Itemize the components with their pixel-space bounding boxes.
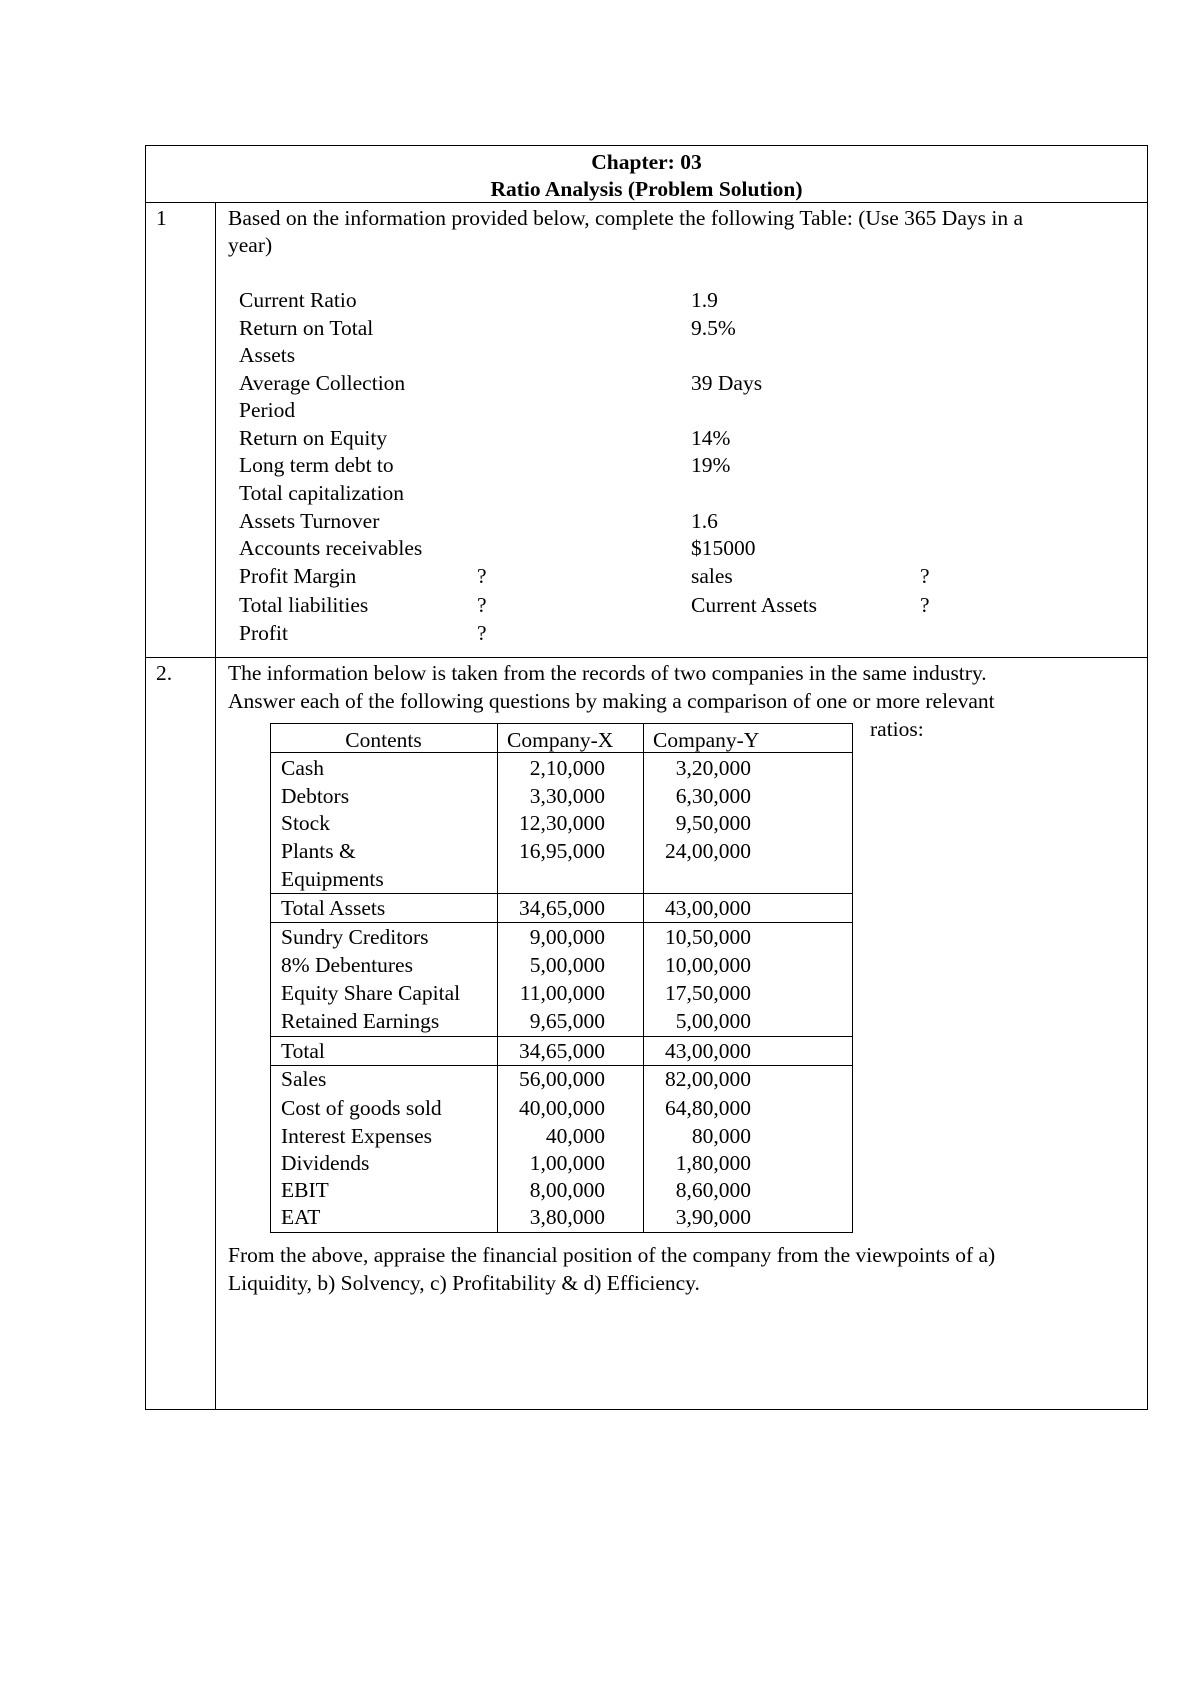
unknown-mark: ? bbox=[477, 593, 487, 617]
row-label: Equity Share Capital bbox=[281, 981, 461, 1005]
table-row-divider bbox=[270, 1036, 853, 1037]
row-value-x: 34,65,000 bbox=[519, 1039, 605, 1063]
row-value-x: 3,30,000 bbox=[529, 784, 605, 808]
row-label: Sundry Creditors bbox=[281, 925, 429, 949]
item-value: 1.6 bbox=[691, 509, 718, 533]
question-2-number: 2. bbox=[156, 661, 173, 685]
row-value-x: 2,10,000 bbox=[529, 756, 605, 780]
row-value-y: 5,00,000 bbox=[675, 1009, 751, 1033]
row-value-y: 10,00,000 bbox=[665, 953, 751, 977]
row-value-x: 9,00,000 bbox=[529, 925, 605, 949]
question-2-intro-end: ratios: bbox=[870, 717, 924, 741]
row-label: Cost of goods sold bbox=[281, 1096, 442, 1120]
question-divider bbox=[145, 657, 1148, 658]
item-value: 19% bbox=[691, 453, 731, 477]
row-value-x: 16,95,000 bbox=[519, 839, 605, 863]
table-row-divider bbox=[270, 893, 853, 894]
row-value-y: 43,00,000 bbox=[665, 896, 751, 920]
row-value-x: 3,80,000 bbox=[529, 1205, 605, 1229]
row-value-y: 9,50,000 bbox=[675, 811, 751, 835]
unknown-label: Current Assets bbox=[691, 593, 818, 617]
row-value-x: 11,00,000 bbox=[519, 981, 605, 1005]
question-1-number: 1 bbox=[156, 206, 167, 230]
item-value: 9.5% bbox=[691, 316, 736, 340]
question-2-intro: The information below is taken from the records of two companies in the same industry. bbox=[228, 661, 987, 685]
table-row-divider bbox=[270, 922, 853, 923]
row-label: Interest Expenses bbox=[281, 1124, 433, 1148]
table-header-contents: Contents bbox=[345, 728, 422, 752]
question-2-closing-cont: Liquidity, b) Solvency, c) Profitability & d) Efficiency. bbox=[228, 1271, 700, 1295]
row-label: 8% Debentures bbox=[281, 953, 413, 977]
item-label: Current Ratio bbox=[239, 288, 357, 312]
row-value-y: 43,00,000 bbox=[665, 1039, 751, 1063]
item-label: Assets Turnover bbox=[239, 509, 380, 533]
row-value-y: 82,00,000 bbox=[665, 1067, 751, 1091]
item-label: Return on Equity bbox=[239, 426, 388, 450]
item-label-cont: Period bbox=[239, 398, 296, 422]
chapter-subtitle: Ratio Analysis (Problem Solution) bbox=[490, 177, 803, 201]
row-value-x: 5,00,000 bbox=[529, 953, 605, 977]
row-label: Total bbox=[281, 1039, 325, 1063]
item-label: Return on Total bbox=[239, 316, 374, 340]
row-value-x: 40,000 bbox=[545, 1124, 605, 1148]
item-label-cont: Total capitalization bbox=[239, 481, 405, 505]
unknown-label: sales bbox=[691, 564, 733, 588]
row-label: Dividends bbox=[281, 1151, 370, 1175]
row-value-x: 8,00,000 bbox=[529, 1178, 605, 1202]
item-value: 1.9 bbox=[691, 288, 718, 312]
row-value-y: 3,20,000 bbox=[675, 756, 751, 780]
item-label: Average Collection bbox=[239, 371, 406, 395]
row-value-y: 17,50,000 bbox=[665, 981, 751, 1005]
number-column-divider bbox=[215, 202, 216, 1410]
row-label: EAT bbox=[281, 1205, 321, 1229]
unknown-mark: ? bbox=[477, 621, 487, 645]
row-label: EBIT bbox=[281, 1178, 329, 1202]
row-label: Sales bbox=[281, 1067, 327, 1091]
item-label: Long term debt to bbox=[239, 453, 394, 477]
row-value-x: 34,65,000 bbox=[519, 896, 605, 920]
table-header-company-x: Company-X bbox=[507, 728, 614, 752]
row-value-y: 64,80,000 bbox=[665, 1096, 751, 1120]
unknown-label: Profit Margin bbox=[239, 564, 357, 588]
row-value-y: 8,60,000 bbox=[675, 1178, 751, 1202]
item-value: 39 Days bbox=[691, 371, 763, 395]
row-value-y: 6,30,000 bbox=[675, 784, 751, 808]
item-value: 14% bbox=[691, 426, 731, 450]
chapter-heading: Chapter: 03 bbox=[591, 150, 702, 174]
question-1-intro: Based on the information provided below, complete the following Table: (Use 365 Days in a bbox=[228, 206, 1024, 230]
row-label: Total Assets bbox=[281, 896, 386, 920]
item-value: $15000 bbox=[691, 536, 756, 560]
unknown-mark: ? bbox=[920, 593, 930, 617]
unknown-label: Total liabilities bbox=[239, 593, 369, 617]
row-label-cont: Equipments bbox=[281, 867, 384, 891]
row-label: Retained Earnings bbox=[281, 1009, 440, 1033]
unknown-mark: ? bbox=[477, 564, 487, 588]
row-label: Plants & bbox=[281, 839, 356, 863]
row-label: Stock bbox=[281, 811, 330, 835]
row-value-x: 1,00,000 bbox=[529, 1151, 605, 1175]
row-value-y: 24,00,000 bbox=[665, 839, 751, 863]
question-2-intro-cont: Answer each of the following questions by making a comparison of one or more relevant bbox=[228, 689, 995, 713]
row-value-x: 9,65,000 bbox=[529, 1009, 605, 1033]
row-label: Debtors bbox=[281, 784, 350, 808]
item-label-cont: Assets bbox=[239, 343, 296, 367]
row-value-x: 40,00,000 bbox=[519, 1096, 605, 1120]
question-1-intro-cont: year) bbox=[228, 233, 273, 257]
row-value-y: 1,80,000 bbox=[675, 1151, 751, 1175]
item-label: Accounts receivables bbox=[239, 536, 423, 560]
row-value-x: 56,00,000 bbox=[519, 1067, 605, 1091]
question-2-closing: From the above, appraise the financial position of the company from the viewpoints of a) bbox=[228, 1243, 996, 1267]
table-header-company-y: Company-Y bbox=[653, 728, 760, 752]
row-value-x: 12,30,000 bbox=[519, 811, 605, 835]
row-value-y: 10,50,000 bbox=[665, 925, 751, 949]
unknown-label: Profit bbox=[239, 621, 288, 645]
row-value-y: 3,90,000 bbox=[675, 1205, 751, 1229]
row-value-y: 80,000 bbox=[691, 1124, 751, 1148]
unknown-mark: ? bbox=[920, 564, 930, 588]
row-label: Cash bbox=[281, 756, 324, 780]
